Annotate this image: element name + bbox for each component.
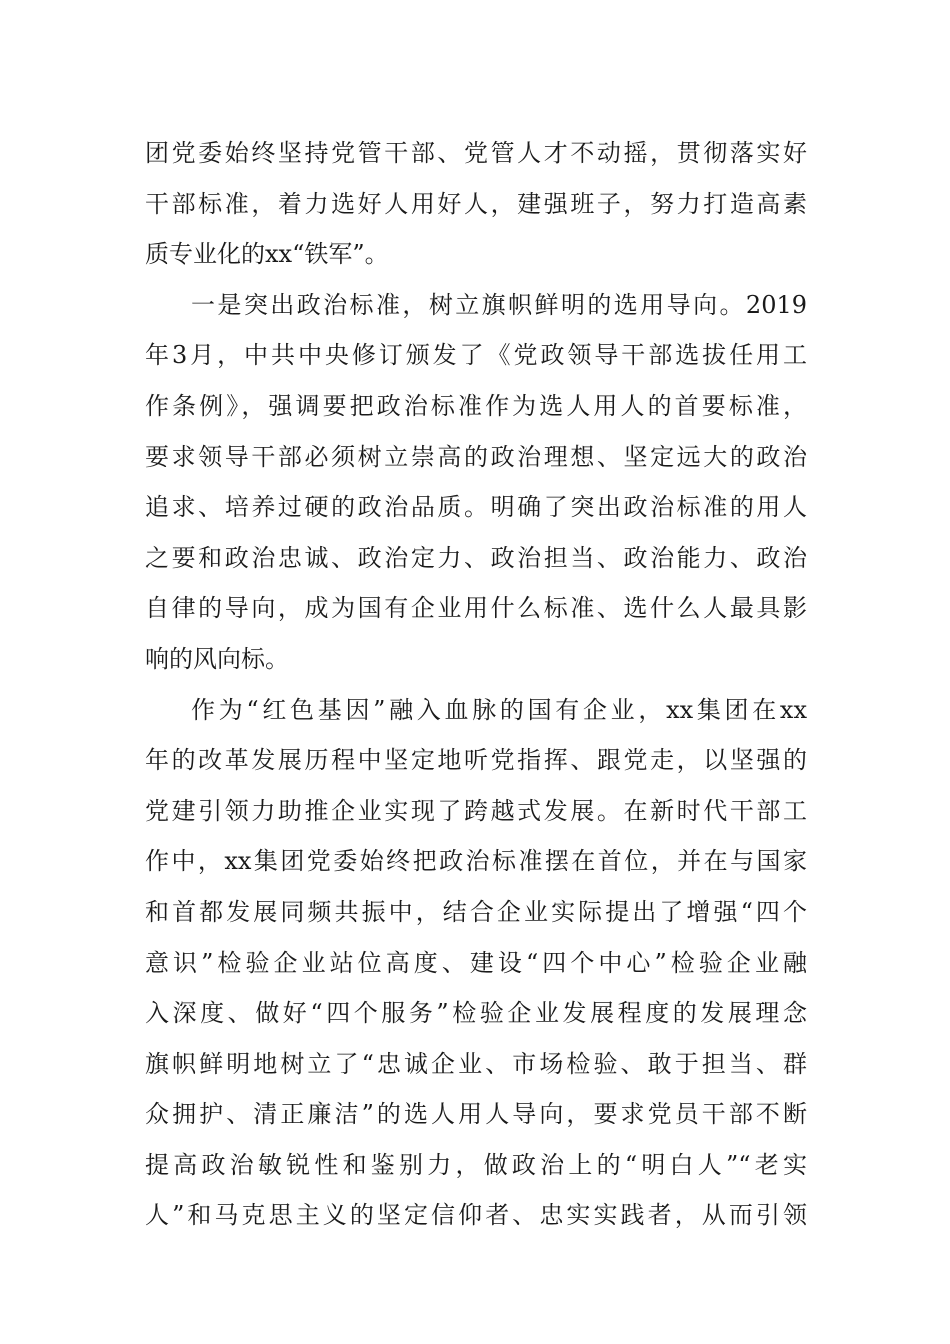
text-line: 追求、培养过硬的政治品质。明确了突出政治标准的用人	[145, 493, 807, 522]
text-line: 质专业化的xx“铁军”。	[145, 240, 389, 269]
text-line: 要求领导干部必须树立崇高的政治理想、坚定远大的政治	[145, 442, 807, 471]
text-line: 众拥护、清正廉洁”的选人用人导向，要求党员干部不断	[145, 1100, 807, 1129]
text-line: 党建引领力助推企业实现了跨越式发展。在新时代干部工	[145, 796, 807, 825]
text-line: 自律的导向，成为国有企业用什么标准、选什么人最具影	[145, 594, 807, 623]
text-line: 入深度、做好“四个服务”检验企业发展程度的发展理念	[145, 999, 807, 1028]
text-line: 人”和马克思主义的坚定信仰者、忠实实践者，从而引领	[145, 1201, 807, 1230]
text-line: 响的风向标。	[145, 644, 289, 673]
text-line: 意识”检验企业站位高度、建设“四个中心”检验企业融	[145, 948, 807, 977]
text-line: 一是突出政治标准，树立旗帜鲜明的选用导向。2019	[191, 290, 807, 319]
text-line: 年3月，中共中央修订颁发了《党政领导干部选拔任用工	[145, 341, 807, 370]
text-line: 和首都发展同频共振中，结合企业实际提出了增强“四个	[145, 897, 807, 926]
text-line: 作中，xx集团党委始终把政治标准摆在首位，并在与国家	[145, 847, 807, 876]
text-line: 作为“红色基因”融入血脉的国有企业，xx集团在xx	[191, 695, 807, 724]
paragraph	[145, 280, 807, 685]
text-line: 旗帜鲜明地树立了“忠诚企业、市场检验、敢于担当、群	[145, 1049, 807, 1078]
paragraph	[145, 685, 807, 1242]
text-line: 提高政治敏锐性和鉴别力，做政治上的“明白人”“老实	[145, 1150, 807, 1179]
text-line: 作条例》，强调要把政治标准作为选人用人的首要标准，	[145, 391, 807, 420]
text-line: 年的改革发展历程中坚定地听党指挥、跟党走，以坚强的	[145, 746, 807, 775]
text-line: 干部标准，着力选好人用好人，建强班子，努力打造高素	[145, 189, 807, 218]
text-line: 之要和政治忠诚、政治定力、政治担当、政治能力、政治	[145, 543, 807, 572]
text-line: 团党委始终坚持党管干部、党管人才不动摇，贯彻落实好	[145, 139, 807, 167]
document-body	[145, 128, 807, 1241]
paragraph	[145, 128, 807, 280]
